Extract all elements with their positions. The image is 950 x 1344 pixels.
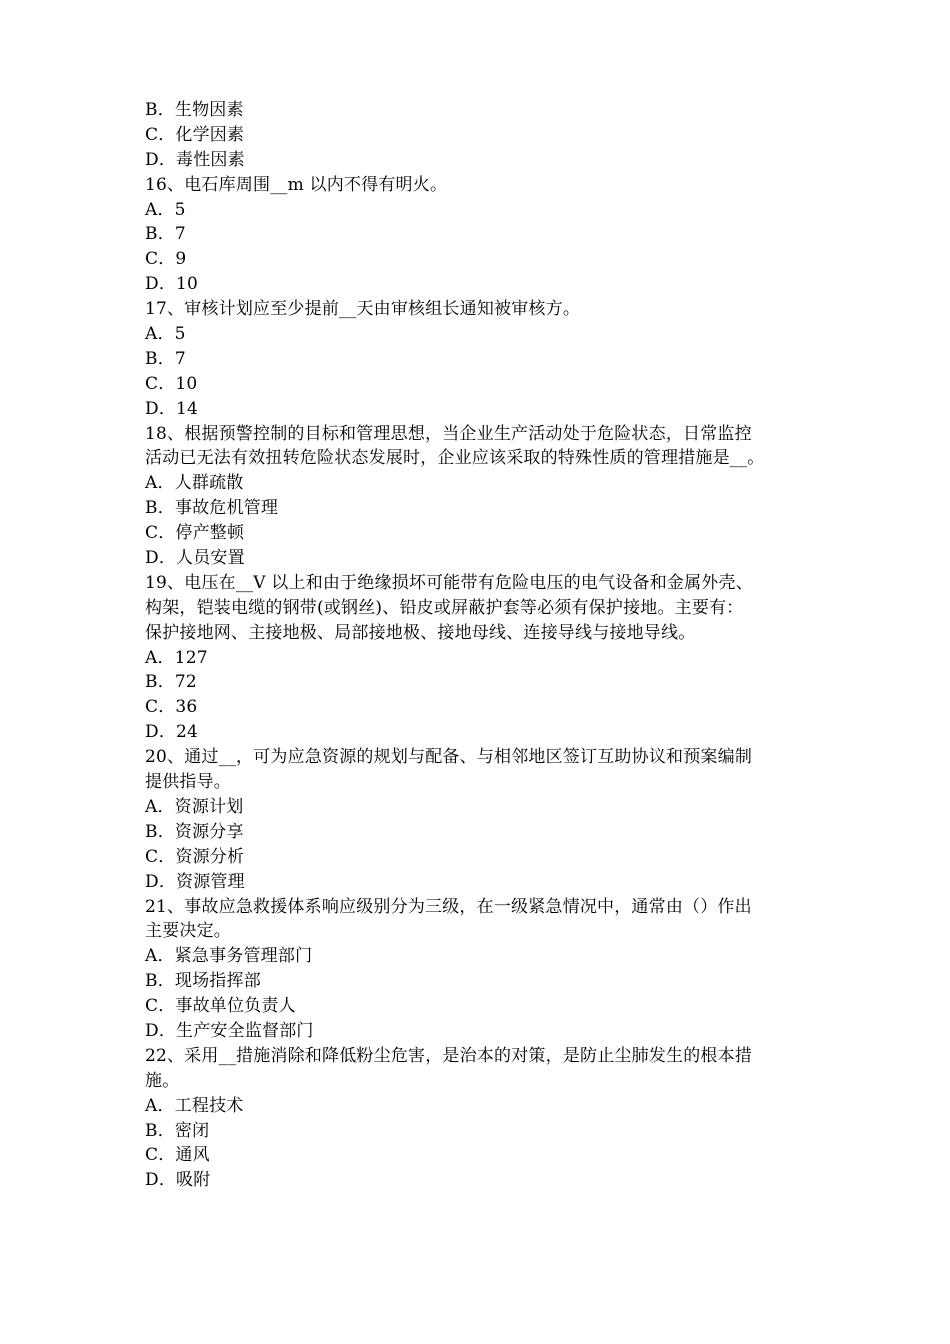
question-20: 20、通过__，可为应急资源的规划与配备、与相邻地区签订互助协议和预案编制 [145, 747, 753, 768]
option-line: C．资源分析 [145, 846, 245, 867]
option-line: C．事故单位负责人 [145, 996, 296, 1017]
option-line: D．人员安置 [145, 548, 245, 569]
question-19-cont: 构架，铠装电缆的钢带(或钢丝)、铅皮或屏蔽护套等必须有保护接地。主要有： [145, 597, 744, 618]
question-21: 21、事故应急救援体系响应级别分为三级，在一级紧急情况中，通常由（）作出 [145, 896, 752, 917]
option-line: B．事故危机管理 [145, 498, 279, 519]
option-line: C．36 [145, 697, 198, 718]
option-line: D．生产安全监督部门 [145, 1020, 314, 1041]
option-line: D．24 [145, 722, 199, 743]
option-line: D．资源管理 [145, 871, 245, 892]
option-line: D．14 [145, 398, 199, 419]
option-line: B．7 [145, 224, 186, 245]
option-line: B．7 [145, 348, 186, 369]
question-18: 18、根据预警控制的目标和管理思想，当企业生产活动处于危险状态，日常监控 [145, 423, 752, 444]
question-22: 22、采用__措施消除和降低粉尘危害，是治本的对策，是防止尘肺发生的根本措 [145, 1045, 753, 1066]
option-line: B．现场指挥部 [145, 971, 261, 992]
option-line: D．吸附 [145, 1170, 211, 1191]
option-line: C．10 [145, 373, 198, 394]
question-18-cont: 活动已无法有效扭转危险状态发展时，企业应该采取的特殊性质的管理措施是__。 [145, 448, 765, 469]
question-22-cont: 施。 [145, 1070, 180, 1091]
option-line: B．72 [145, 672, 197, 693]
option-line: A．紧急事务管理部门 [145, 946, 313, 967]
option-line: A．人群疏散 [145, 473, 244, 494]
option-line: C．9 [145, 249, 187, 270]
question-20-cont: 提供指导。 [145, 772, 231, 793]
option-line: C．停产整顿 [145, 523, 245, 544]
text-line: C．化学因素 [145, 124, 245, 145]
option-line: A．工程技术 [145, 1095, 244, 1116]
option-line: A．127 [145, 647, 208, 668]
option-line: B．密闭 [145, 1120, 210, 1141]
option-line: B．资源分享 [145, 821, 244, 842]
option-line: A．资源计划 [145, 796, 244, 817]
question-17: 17、审核计划应至少提前__天由审核组长通知被审核方。 [145, 299, 581, 320]
question-21-cont: 主要决定。 [145, 921, 231, 942]
text-line: B．生物因素 [145, 100, 244, 120]
question-19: 19、电压在__V 以上和由于绝缘损坏可能带有危险电压的电气设备和金属外壳、 [145, 572, 753, 593]
option-line: A．5 [145, 324, 186, 345]
question-19-cont: 保护接地网、主接地极、局部接地极、接地母线、连接导线与接地导线。 [145, 622, 696, 643]
option-line: C．通风 [145, 1145, 210, 1166]
text-line: D．毒性因素 [145, 149, 245, 170]
option-line: A．5 [145, 199, 186, 220]
option-line: D．10 [145, 274, 199, 295]
question-16: 16、电石库周围__m 以内不得有明火。 [145, 174, 448, 195]
document-page [145, 98, 825, 1193]
